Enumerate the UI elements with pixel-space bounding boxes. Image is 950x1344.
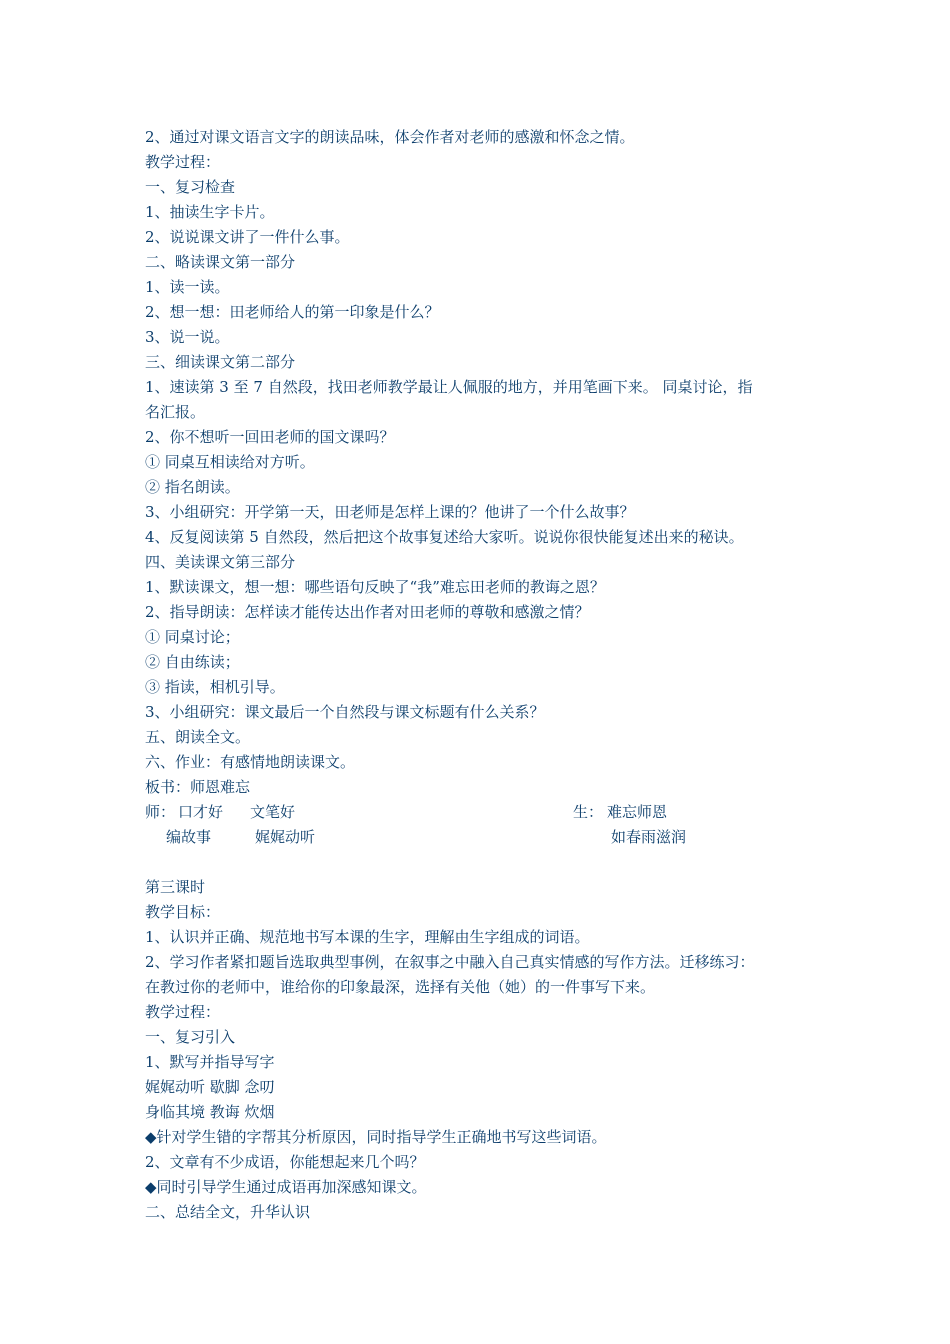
text-line: ① 同桌讨论；	[145, 628, 240, 646]
text-line: 2、学习作者紧扣题旨选取典型事例，在叙事之中融入自己真实情感的写作方法。迁移练习：	[145, 953, 755, 971]
board-teacher-item: 编故事	[166, 828, 212, 846]
text-line: 教学目标：	[145, 903, 221, 921]
text-line: ① 同桌互相读给对方听。	[145, 453, 315, 471]
text-line: 二、略读课文第一部分	[145, 253, 296, 271]
lesson-part-two	[145, 125, 815, 800]
text-line: 1、认识并正确、规范地书写本课的生字，理解由生字组成的词语。	[145, 928, 590, 946]
text-line: 教学过程：	[145, 1003, 221, 1021]
board-teacher-label: 师：	[145, 803, 176, 821]
text-line: 4、反复阅读第 5 自然段，然后把这个故事复述给大家听。说说你很快能复述出来的秘诀。	[145, 528, 744, 546]
text-line: 3、小组研究：开学第一天，田老师是怎样上课的？他讲了一个什么故事？	[145, 503, 635, 521]
board-row-2	[145, 825, 815, 850]
lesson-part-three	[145, 875, 815, 1225]
text-line: ③ 指读，相机引导。	[145, 678, 285, 696]
board-teacher-item: 文笔好	[250, 803, 296, 821]
board-student-item: 难忘师恩	[607, 803, 668, 821]
text-line: 六、作业：有感情地朗读课文。	[145, 753, 356, 771]
text-line: 2、通过对课文语言文字的朗读品味，体会作者对老师的感激和怀念之情。	[145, 128, 635, 146]
text-line: 一、复习检查	[145, 178, 236, 196]
text-line: 2、说说课文讲了一件什么事。	[145, 228, 350, 246]
text-line: 1、读一读。	[145, 278, 230, 296]
text-line: 2、指导朗读：怎样读才能传达出作者对田老师的尊敬和感激之情？	[145, 603, 590, 621]
text-line: 1、默写并指导写字	[145, 1053, 275, 1071]
board-student-label: 生：	[573, 803, 604, 821]
text-line: 一、复习引入	[145, 1028, 236, 1046]
board-teacher-item: 口才好	[178, 803, 224, 821]
text-line: 五、朗读全文。	[145, 728, 251, 746]
text-line: 3、说一说。	[145, 328, 230, 346]
text-line: 二、总结全文，升华认识	[145, 1203, 311, 1221]
text-line: 在教过你的老师中，谁给你的印象最深，选择有关他（她）的一件事写下来。	[145, 978, 656, 996]
text-line: 娓娓动听 歇脚 念叨	[145, 1078, 275, 1096]
text-line: 名汇报。	[145, 403, 206, 421]
text-line: 第三课时	[145, 878, 206, 896]
text-line: ◆同时引导学生通过成语再加深感知课文。	[145, 1178, 427, 1196]
board-teacher-item: 娓娓动听	[255, 828, 316, 846]
text-line: 三、细读课文第二部分	[145, 353, 296, 371]
text-line: ② 指名朗读。	[145, 478, 240, 496]
text-line: 1、抽读生字卡片。	[145, 203, 275, 221]
text-line: ② 自由练读；	[145, 653, 240, 671]
document-body	[145, 125, 815, 1225]
text-line: 四、美读课文第三部分	[145, 553, 296, 571]
text-line: 3、小组研究：课文最后一个自然段与课文标题有什么关系？	[145, 703, 545, 721]
text-line: 1、默读课文，想一想：哪些语句反映了“我”难忘田老师的教诲之恩？	[145, 578, 605, 596]
text-line: 2、你不想听一回田老师的国文课吗？	[145, 428, 395, 446]
board-student-item: 如春雨滋润	[611, 828, 687, 846]
text-line: ◆针对学生错的字帮其分析原因，同时指导学生正确地书写这些词语。	[145, 1128, 607, 1146]
text-line: 身临其境 教诲 炊烟	[145, 1103, 275, 1121]
text-line: 板书：师恩难忘	[145, 778, 251, 796]
text-line: 2、文章有不少成语，你能想起来几个吗？	[145, 1153, 425, 1171]
text-line: 教学过程：	[145, 153, 221, 171]
board-row-1	[145, 800, 815, 825]
text-line: 2、想一想：田老师给人的第一印象是什么？	[145, 303, 440, 321]
text-line: 1、速读第 3 至 7 自然段，找田老师教学最让人佩服的地方，并用笔画下来。 同桌讨论，指	[145, 378, 753, 396]
blank-line	[145, 850, 815, 875]
